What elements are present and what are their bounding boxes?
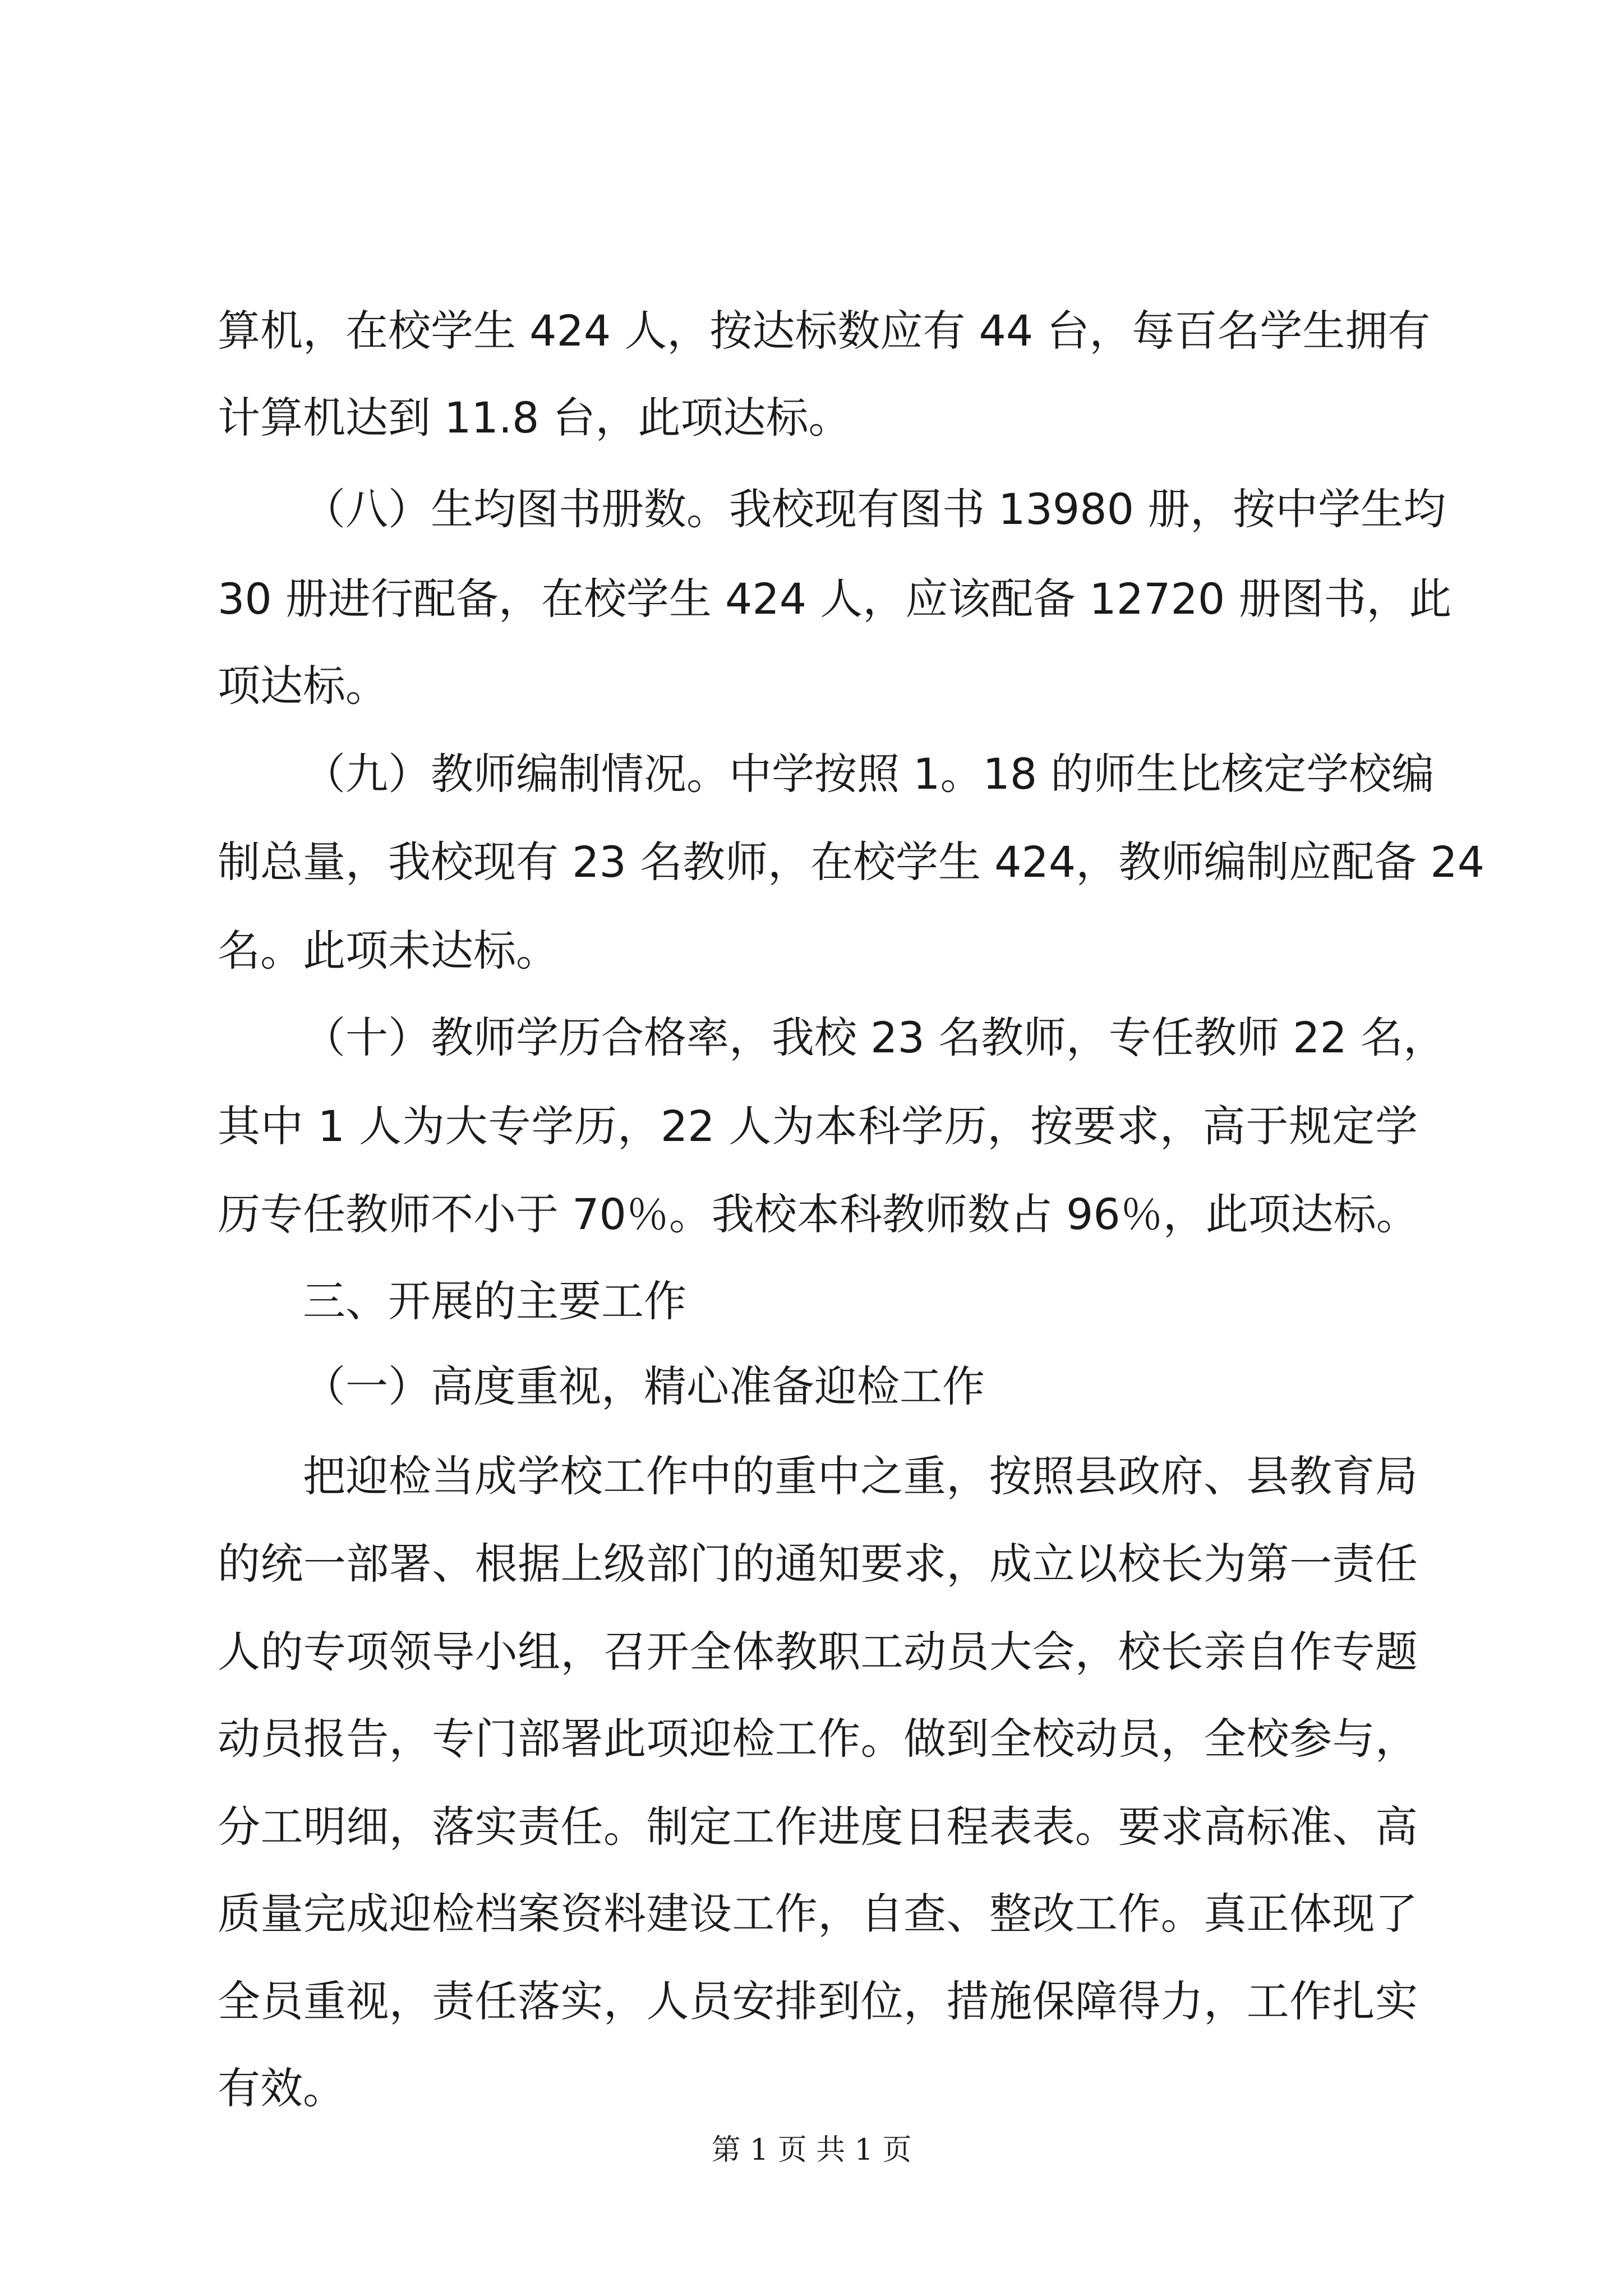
text-line: 质量完成迎检档案资料建设工作，自查、整改工作。真正体现了: [218, 1889, 1418, 1939]
text-line: 分工明细，落实责任。制定工作进度日程表表。要求高标准、高: [218, 1802, 1418, 1852]
text-line: 制总量，我校现有 23 名教师，在校学生 424，教师编制应配备 24: [218, 837, 1485, 887]
page-footer: 第 1 页 共 1 页: [711, 2133, 912, 2167]
text-line: 的统一部署、根据上级部门的通知要求，成立以校长为第一责任: [218, 1539, 1418, 1589]
text-line: 30 册进行配备，在校学生 424 人，应该配备 12720 册图书，此: [218, 574, 1452, 624]
text-line: 有效。: [218, 2063, 345, 2113]
text-line: 把迎检当成学校工作中的重中之重，按照县政府、县教育局: [303, 1451, 1418, 1501]
section-heading: 三、开展的主要工作: [303, 1276, 686, 1326]
subsection-heading: （一）高度重视，精心准备迎检工作: [303, 1361, 985, 1411]
text-line: （八）生均图书册数。我校现有图书 13980 册，按中学生均: [303, 484, 1446, 534]
text-line: 全员重视，责任落实，人员安排到位，措施保障得力，工作扎实: [218, 1976, 1418, 2026]
text-line: 历专任教师不小于 70％。我校本科教师数占 96％，此项达标。: [218, 1189, 1419, 1239]
text-line: 名。此项未达标。: [218, 926, 559, 976]
text-line: 其中 1 人为大专学历，22 人为本科学历，按要求，高于规定学: [218, 1101, 1418, 1151]
text-line: 计算机达到 11.8 台，此项达标。: [218, 393, 851, 443]
text-line: （九）教师编制情况。中学按照 1。18 的师生比核定学校编: [303, 749, 1435, 799]
text-line: 动员报告，专门部署此项迎检工作。做到全校动员，全校参与，: [218, 1714, 1418, 1764]
text-line: 项达标。: [218, 661, 388, 711]
text-line: 人的专项领导小组，召开全体教职工动员大会，校长亲自作专题: [218, 1627, 1418, 1677]
text-line: （十）教师学历合格率，我校 23 名教师，专任教师 22 名，: [303, 1013, 1446, 1062]
text-line: 算机，在校学生 424 人，按达标数应有 44 台，每百名学生拥有: [218, 306, 1431, 356]
